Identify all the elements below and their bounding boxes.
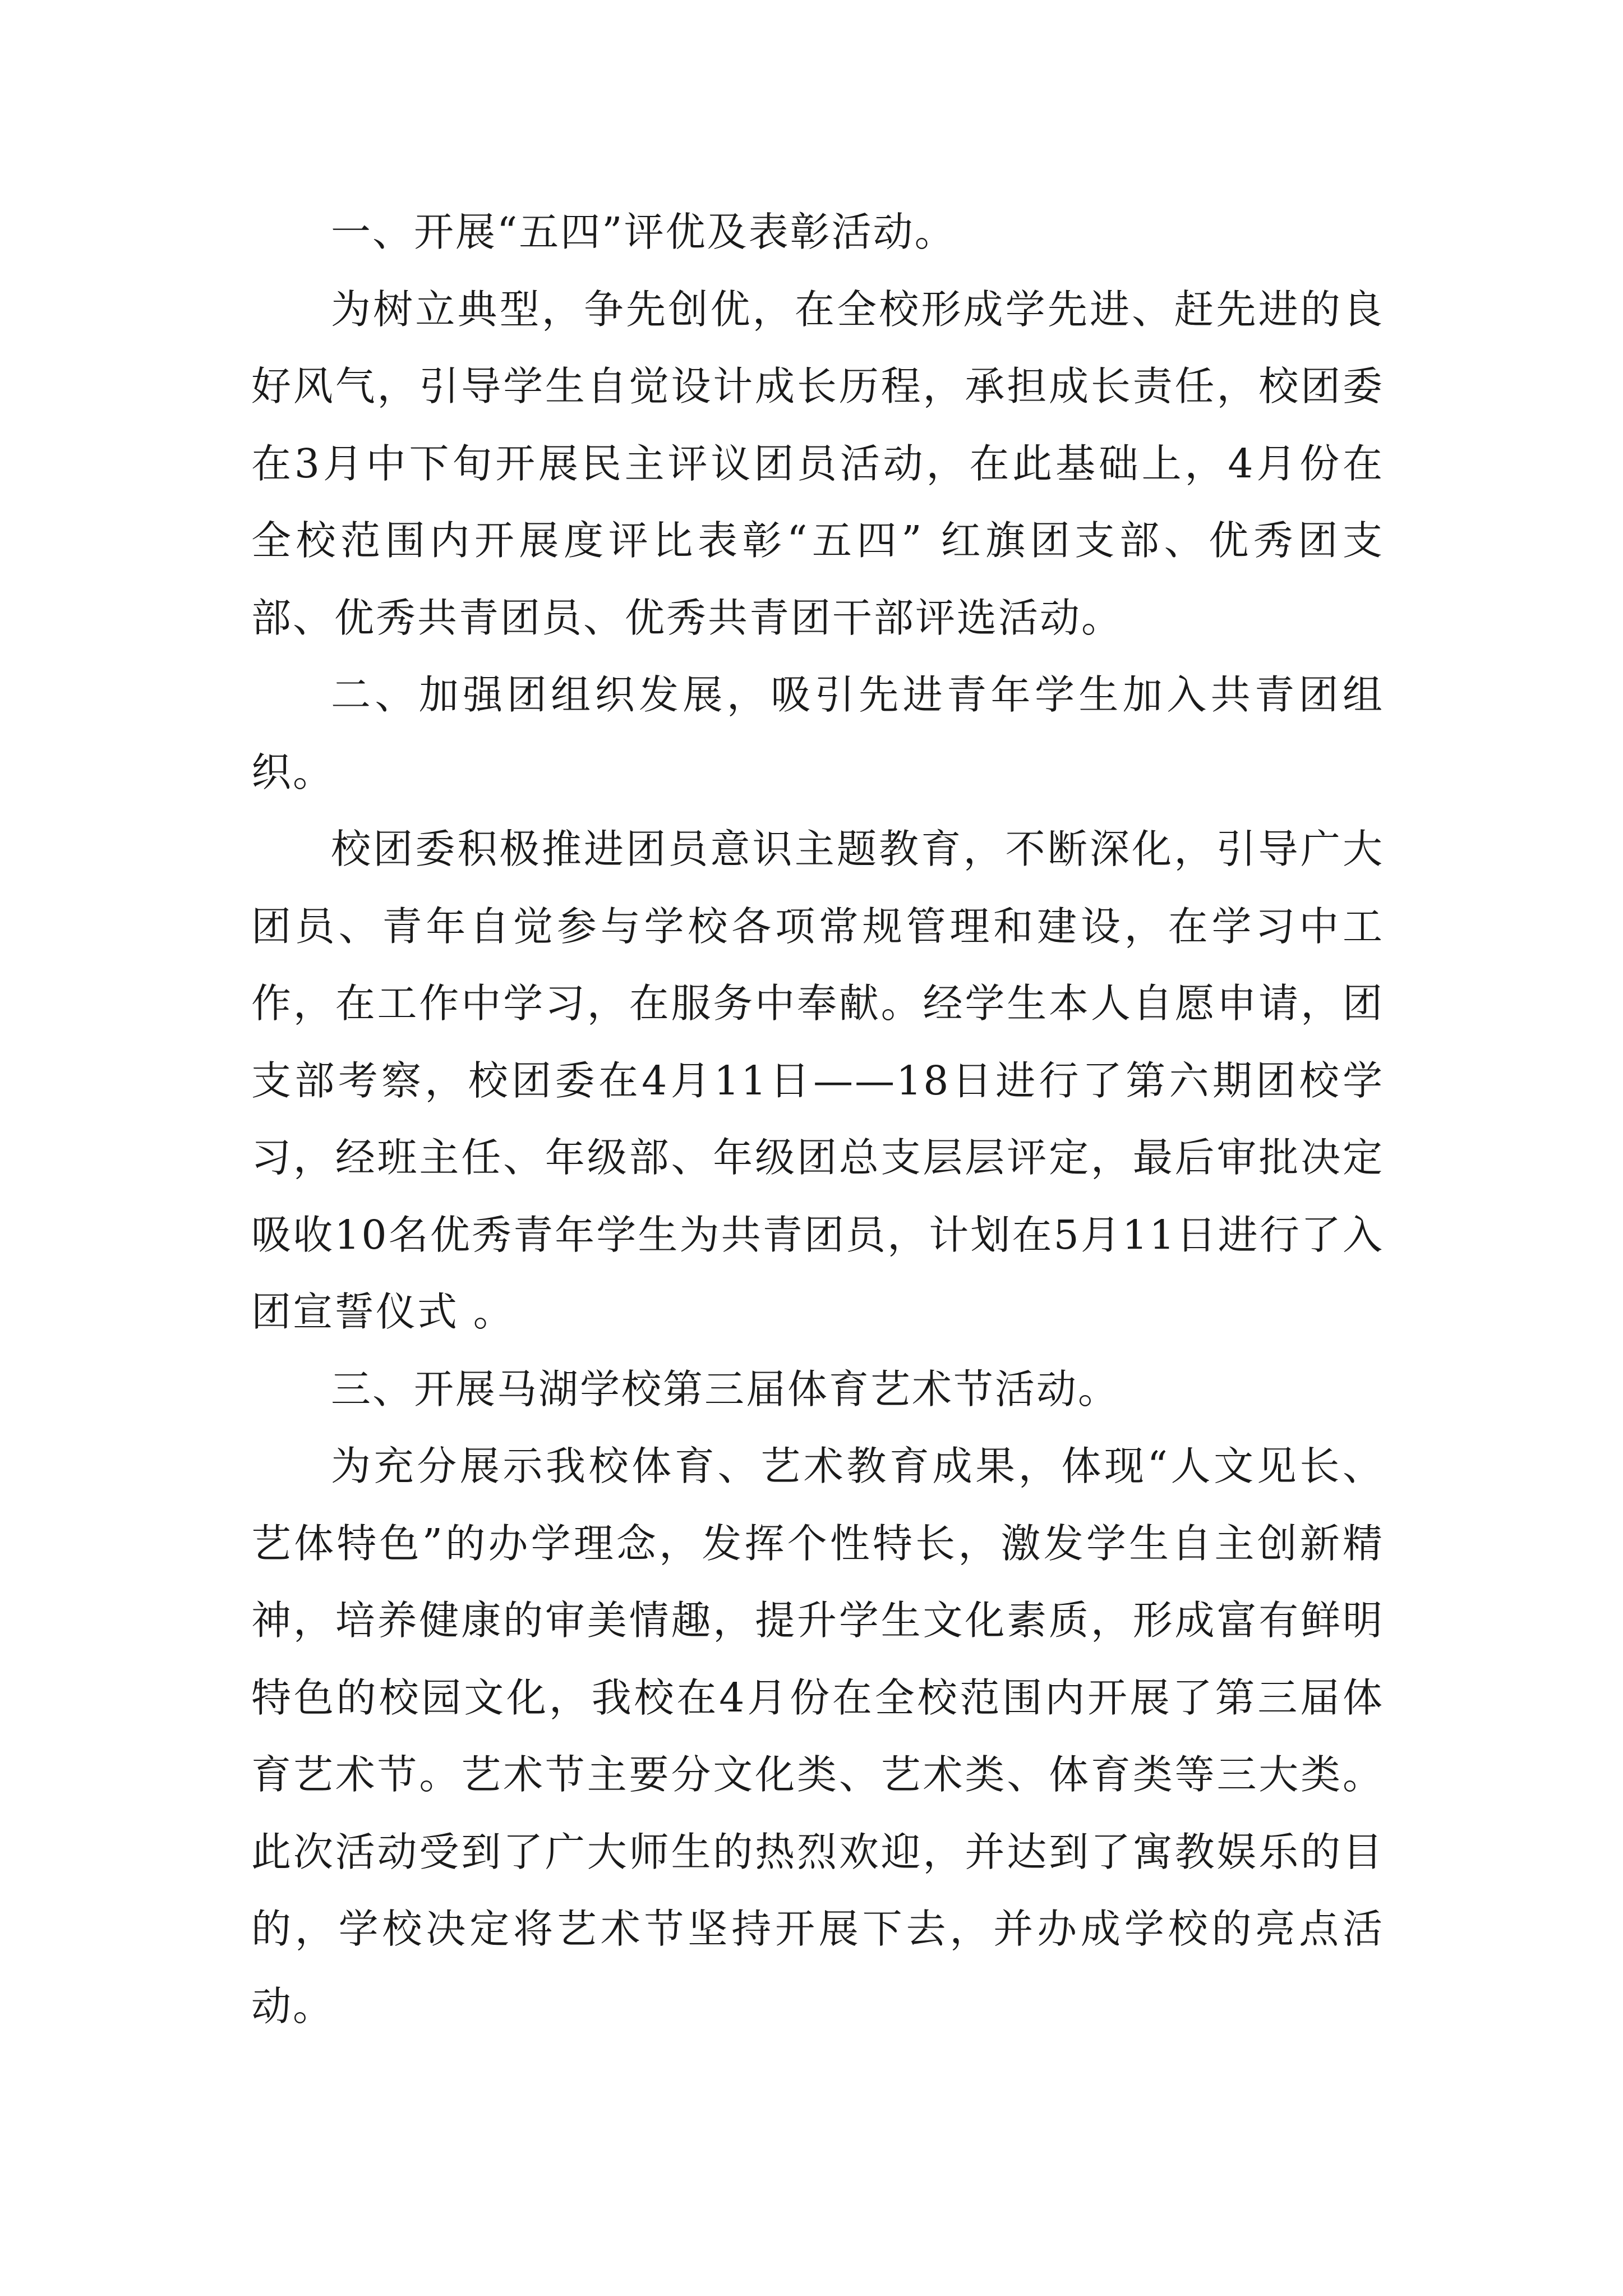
- body-paragraph: 校团委积极推进团员意识主题教育，不断深化，引导广大团员、青年自觉参与学校各项常规管理和建设，在学习中工作，在工作中学习，在服务中奉献。经学生本人自愿申请，团支部考察，校团委在4月11日——18日进行了第六期团校学习，经班主任、年级部、年级团总支层层评定，最后审批决定吸收10名优秀青年学生为共青团员，计划在5月11日进行了入团宣誓仪式 。: [251, 826, 1384, 1335]
- document-body: [251, 194, 1384, 2045]
- section-heading-3: 三、开展马湖学校第三届体育艺术节活动。: [331, 1365, 1120, 1412]
- body-paragraph: 为树立典型，争先创优，在全校形成学先进、赶先进的良好风气，引导学生自觉设计成长历程，承担成长责任，校团委在3月中下旬开展民主评议团员活动，在此基础上，4月份在全校范围内开展度评比表彰“五四” 红旗团支部、优秀团支部、优秀共青团员、优秀共青团干部评选活动。: [251, 286, 1384, 641]
- body-paragraph: 为充分展示我校体育、艺术教育成果，体现“人文见长、艺体特色”的办学理念，发挥个性特长，激发学生自主创新精神，培养健康的审美情趣，提升学生文化素质，形成富有鲜明特色的校园文化，我校在4月份在全校范围内开展了第三届体育艺术节。艺术节主要分文化类、艺术类、体育类等三大类。此次活动受到了广大师生的热烈欢迎，并达到了寓教娱乐的目的，学校决定将艺术节坚持开展下去，并办成学校的亮点活动。: [251, 1443, 1384, 2030]
- section-heading-2: 二、加强团组织发展，吸引先进青年学生加入共青团组织。: [251, 671, 1384, 795]
- section-heading-1: 一、开展“五四”评优及表彰活动。: [331, 209, 956, 255]
